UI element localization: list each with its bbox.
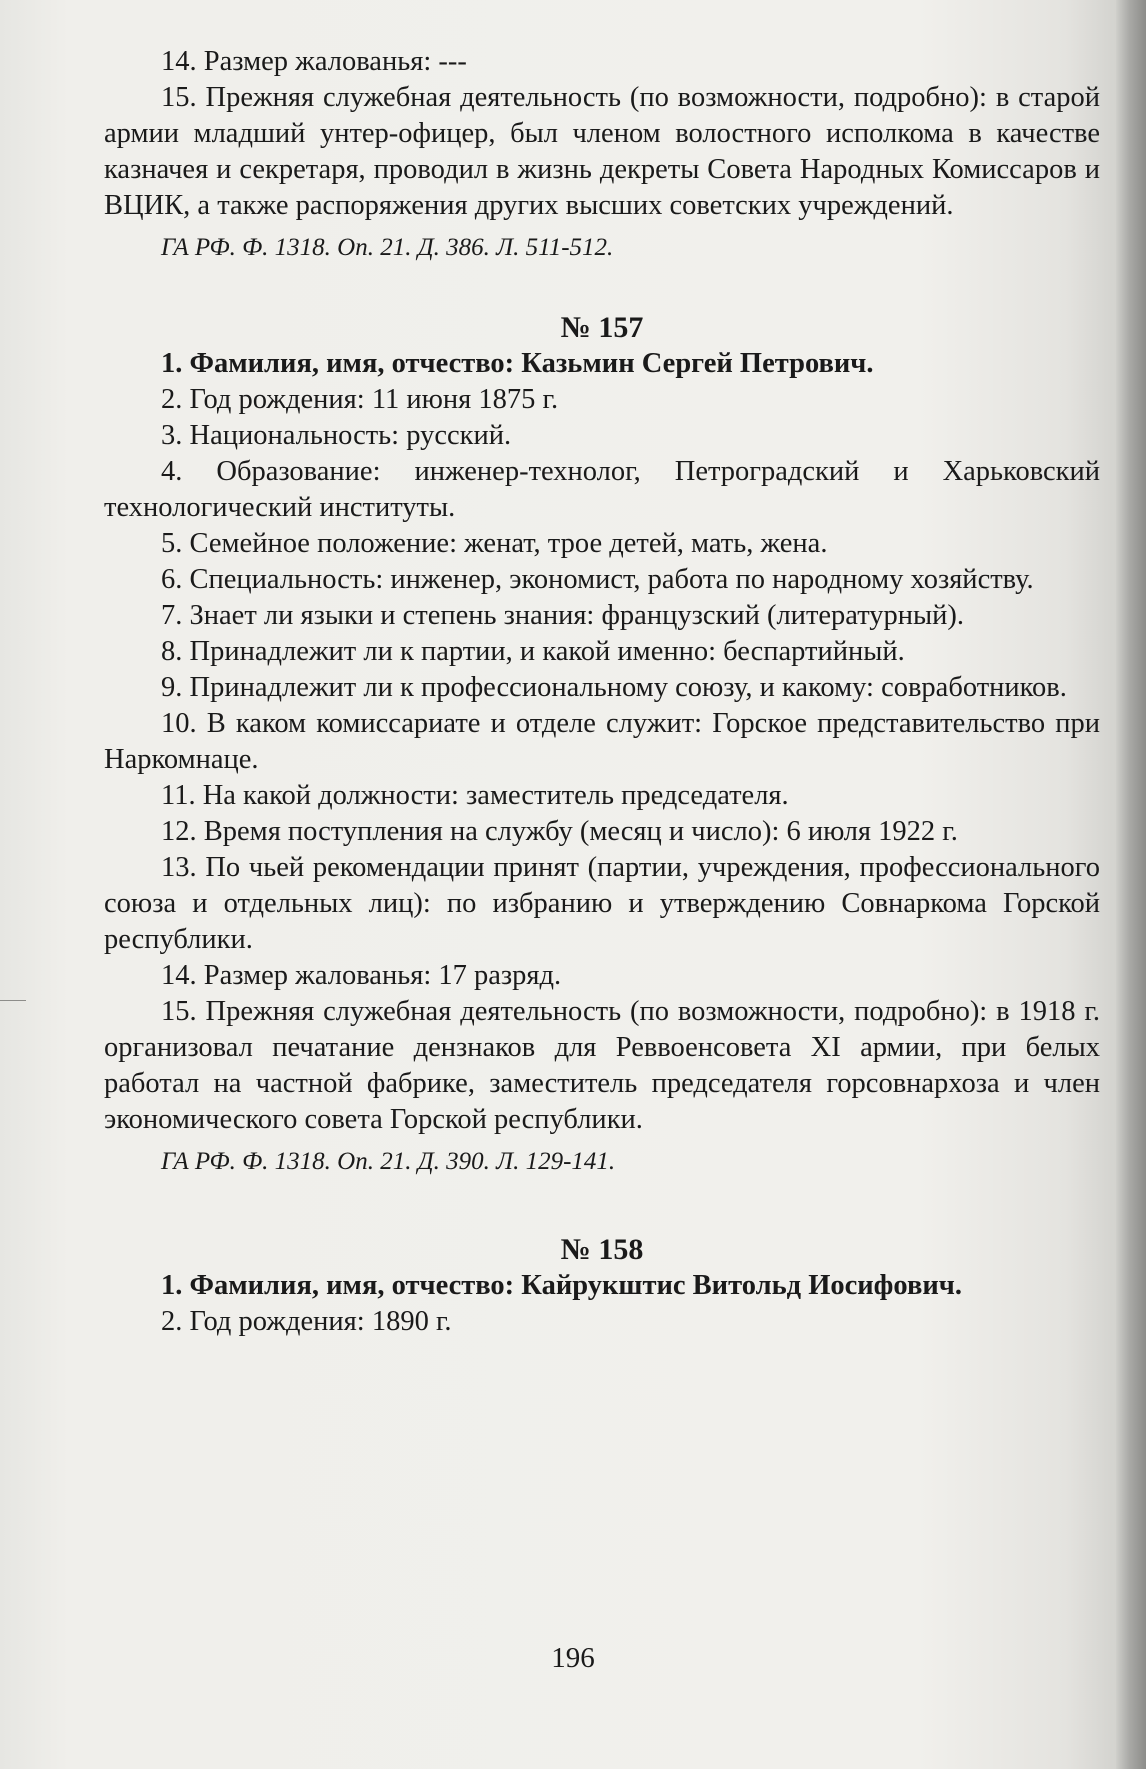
field-1-name: 1. Фамилия, имя, отчество: Казьмин Сергей Петрович.: [161, 348, 874, 379]
field-2-birth: 2. Год рождения: 1890 г.: [161, 1306, 452, 1337]
entry-number-157: № 157: [560, 311, 644, 344]
page-margin-mark: [0, 1000, 26, 1001]
page-text: [104, 44, 1100, 1340]
field-13-recommendation: 13. По чьей рекомендации принят (партии, учреждения, профессионального союза и отдельных лиц): по избранию и утверждению Совнаркома Горской республики.: [104, 852, 1100, 955]
field-1-name: 1. Фамилия, имя, отчество: Кайрукштис Витольд Иосифович.: [161, 1270, 962, 1301]
field-11-position: 11. На какой должности: заместитель председателя.: [161, 780, 789, 811]
field-4-education: 4. Образование: инженер-технолог, Петроградский и Харьковский технологический институты.: [104, 456, 1100, 523]
field-6-specialty: 6. Специальность: инженер, экономист, работа по народному хозяйству.: [161, 564, 1034, 595]
field-5-family: 5. Семейное положение: женат, трое детей, мать, жена.: [161, 528, 828, 559]
field-3-nationality: 3. Национальность: русский.: [161, 420, 512, 451]
archive-reference: ГА РФ. Ф. 1318. Оп. 21. Д. 386. Л. 511-512.: [161, 234, 614, 261]
archive-reference: ГА РФ. Ф. 1318. Оп. 21. Д. 390. Л. 129-141.: [161, 1148, 616, 1175]
page-number: 196: [551, 1642, 595, 1674]
field-8-party: 8. Принадлежит ли к партии, и какой именно: беспартийный.: [161, 636, 905, 667]
field-9-union: 9. Принадлежит ли к профессиональному союзу, и какому: совработников.: [161, 672, 1067, 703]
field-2-birth: 2. Год рождения: 11 июня 1875 г.: [161, 384, 559, 415]
book-spine-shadow: [1116, 0, 1146, 1769]
field-14-salary: 14. Размер жалованья: 17 разряд.: [161, 960, 562, 991]
field-7-languages: 7. Знает ли языки и степень знания: французский (литературный).: [161, 600, 965, 631]
field-15-previous-service: 15. Прежняя служебная деятельность (по возможности, подробно): в старой армии младший унтер-офицер, был членом волостного исполкома в качестве казначея и секретаря, проводил в жизнь декреты Совета Народных Комиссаров и ВЦИК, а также распоряжения других высших советских учреждений.: [104, 82, 1100, 221]
field-14-salary: 14. Размер жалованья: ---: [161, 46, 467, 77]
entry-number-158: № 158: [560, 1233, 644, 1266]
field-10-commissariat: 10. В каком комиссариате и отделе служит: Горское представительство при Наркомнаце.: [104, 708, 1100, 775]
field-15-previous-service: 15. Прежняя служебная деятельность (по возможности, подробно): в 1918 г. организовал печатание дензнаков для Реввоенсовета XI армии, при белых работал на частной фабрике, заместитель председателя горсовнархоза и член экономического совета Горской республики.: [104, 996, 1100, 1135]
field-12-start-date: 12. Время поступления на службу (месяц и число): 6 июля 1922 г.: [161, 816, 958, 847]
